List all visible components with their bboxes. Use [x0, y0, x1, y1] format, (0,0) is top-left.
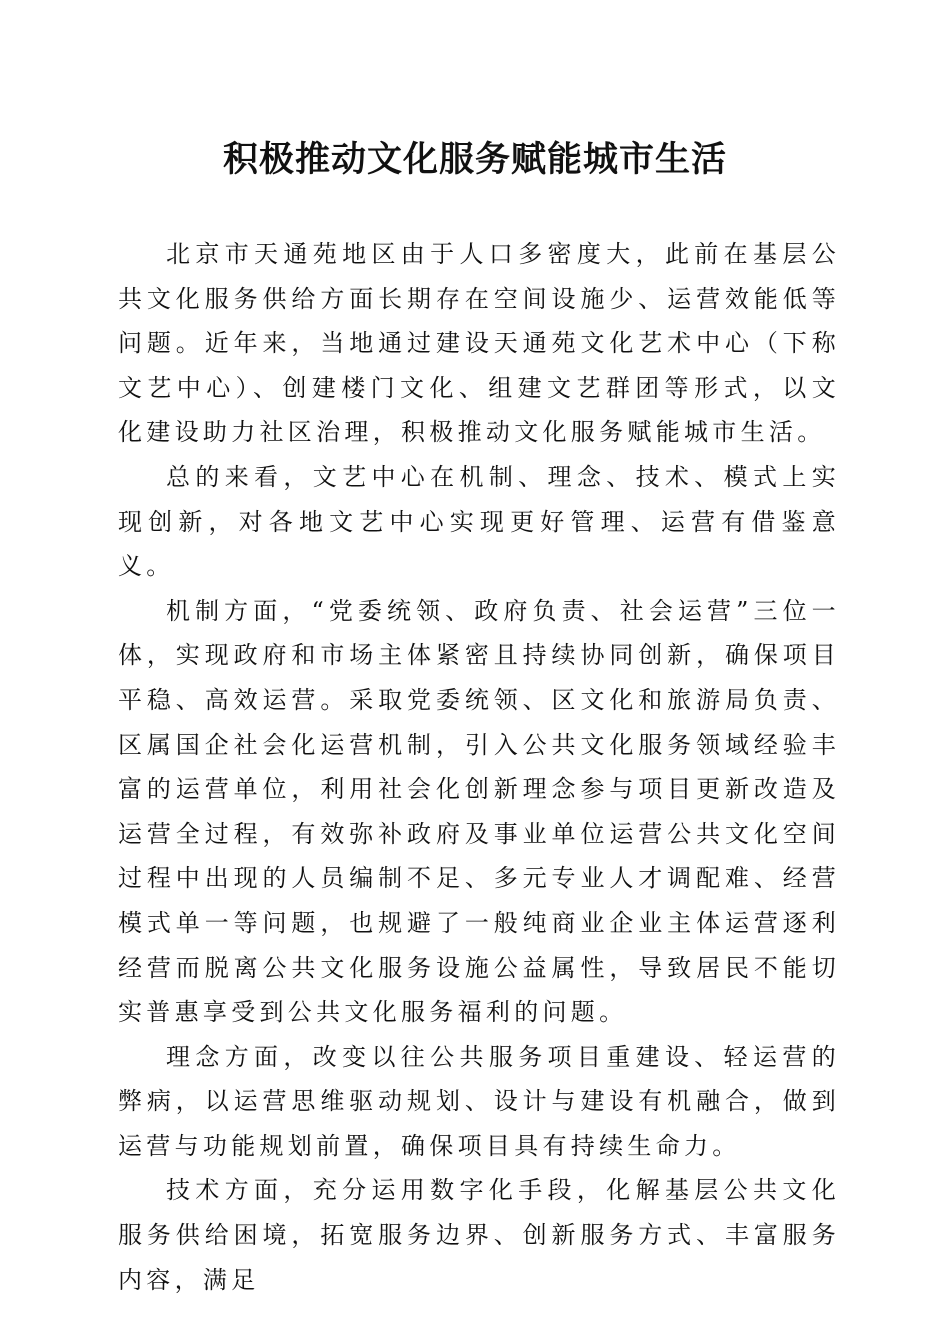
paragraph-mechanism: 机制方面，“党委统领、政府负责、社会运营”三位一体，实现政府和市场主体紧密且持续协同创新，确保项目平稳、高效运营。采取党委统领、区文化和旅游局负责、区属国企社会化运营机制，引入公共文化服务领域经验丰富的运营单位，利用社会化创新理念参与项目更新改造及运营全过程，有效弥补政府及事业单位运营公共文化空间过程中出现的人员编制不足、多元专业人才调配难、经营模式单一等问题，也规避了一般纯商业企业主体运营逐利经营而脱离公共文化服务设施公益属性，导致居民不能切实普惠享受到公共文化服务福利的问题。 — [118, 596, 840, 1027]
paragraph-concept: 理念方面，改变以往公共服务项目重建设、轻运营的弊病，以运营思维驱动规划、设计与建设有机融合，做到运营与功能规划前置，确保项目具有持续生命力。 — [118, 1042, 840, 1160]
document-body — [118, 232, 840, 1302]
paragraph-intro: 北京市天通苑地区由于人口多密度大，此前在基层公共文化服务供给方面长期存在空间设施少、运营效能低等问题。近年来，当地通过建设天通苑文化艺术中心（下称文艺中心）、创建楼门文化、组建文艺群团等形式，以文化建设助力社区治理，积极推动文化服务赋能城市生活。 — [118, 240, 840, 447]
document-title: 积极推动文化服务赋能城市生活 — [222, 139, 727, 180]
paragraph-summary: 总的来看，文艺中心在机制、理念、技术、模式上实现创新，对各地文艺中心实现更好管理、运营有借鉴意义。 — [118, 462, 840, 581]
paragraph-technology: 技术方面，充分运用数字化手段，化解基层公共文化服务供给困境，拓宽服务边界、创新服务方式、丰富服务内容，满足 — [118, 1176, 840, 1294]
